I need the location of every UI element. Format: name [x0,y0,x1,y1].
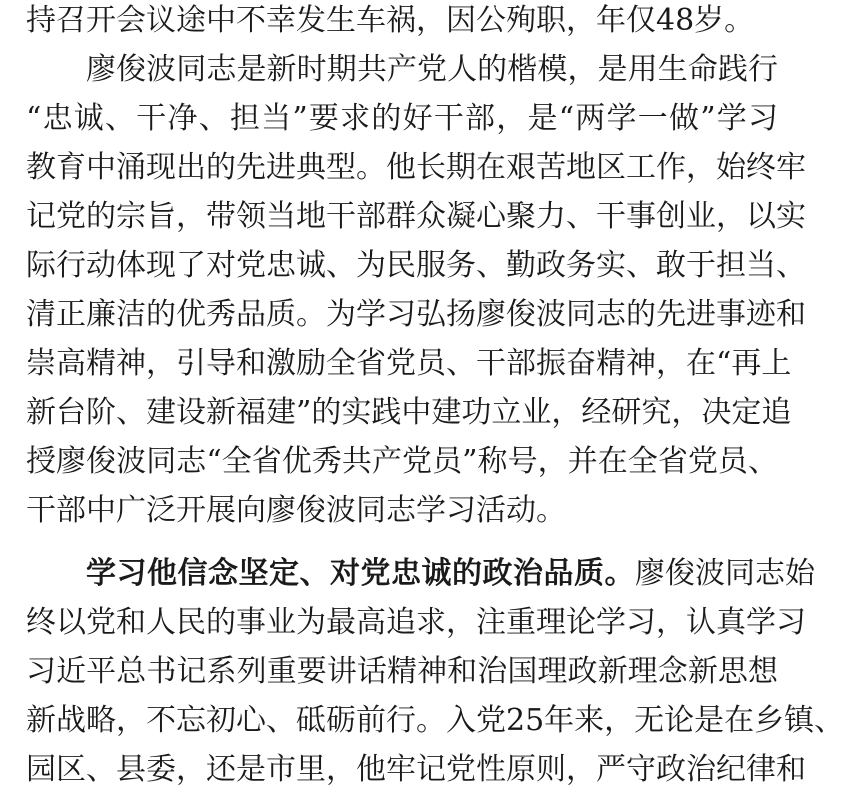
text-line-6: 际行动体现了对党忠诚、为民服务、勤政务实、敢于担当、 [26,248,806,283]
text-line-13: 终以党和人民的事业为最高追求，注重理论学习，认真学习 [26,605,806,640]
text-line-4: 教育中涌现出的先进典型。他长期在艰苦地区工作，始终牢 [26,150,806,185]
section-heading-line [86,551,815,597]
text-line-11: 干部中广泛开展向廖俊波同志学习活动。 [26,493,566,528]
text-line-10: 授廖俊波同志“全省优秀共产党员”称号，并在全省党员、 [26,444,778,479]
text-line-3: “忠诚、干净、担当”要求的好干部，是“两学一做”学习 [26,101,778,136]
text-line-15: 新战略，不忘初心、砥砺前行。入党25年来，无论是在乡镇、 [26,703,844,738]
text-line-9: 新台阶、建设新福建”的实践中建功立业，经研究，决定追 [26,395,792,430]
section-heading-continuation: 廖俊波同志始 [635,556,815,591]
text-line-8: 崇高精神，引导和激励全省党员、干部振奋精神，在“再上 [26,346,792,381]
text-line-1: 持召开会议途中不幸发生车祸，因公殉职，年仅48岁。 [26,3,755,38]
text-line-14: 习近平总书记系列重要讲话精神和治国理政新理念新思想 [26,654,778,689]
text-line-5: 记党的宗旨，带领当地干部群众凝心聚力、干事创业，以实 [26,199,806,234]
text-line-16: 园区、县委，还是市里，他牢记党性原则，严守政治纪律和 [26,752,806,787]
text-line-7: 清正廉洁的优秀品质。为学习弘扬廖俊波同志的先进事迹和 [26,297,806,332]
text-line-2: 廖俊波同志是新时期共产党人的楷模，是用生命践行 [86,52,778,87]
section-heading: 学习他信念坚定、对党忠诚的政治品质。 [86,556,635,591]
